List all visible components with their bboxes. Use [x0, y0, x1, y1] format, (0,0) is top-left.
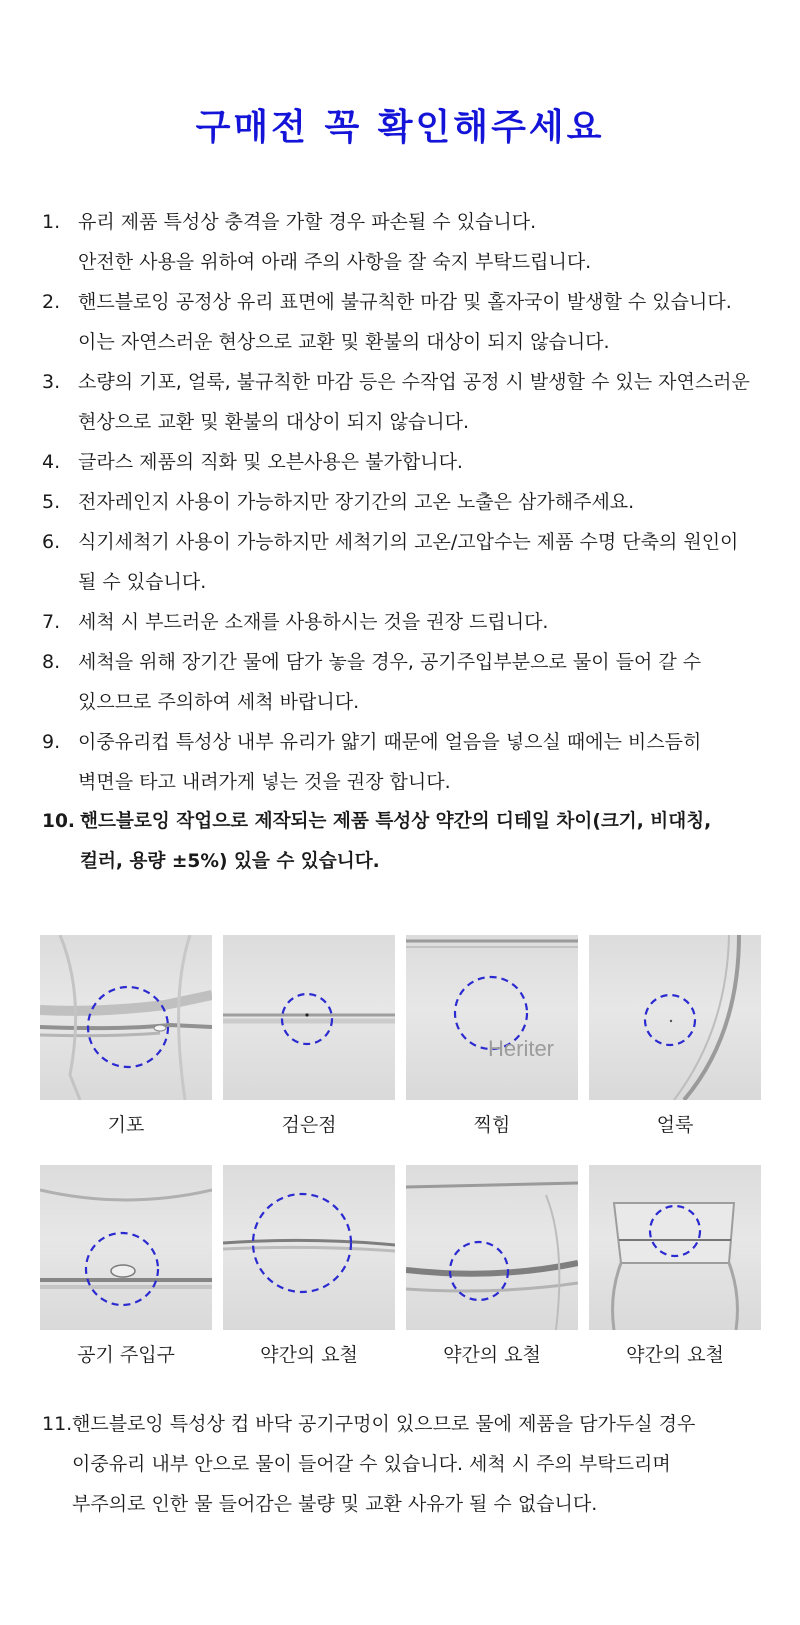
defect-label: 약간의 요철 [260, 1344, 358, 1366]
notice-text: 식기세척기 사용이 가능하지만 세척기의 고온/고압수는 제품 수명 단축의 원인이 [78, 531, 739, 553]
notice-text: 이는 자연스러운 현상으로 교환 및 환불의 대상이 되지 않습니다. [78, 331, 610, 353]
notice-text: 벽면을 타고 내려가게 넣는 것을 권장 합니다. [78, 771, 451, 793]
defect-card [223, 935, 395, 1165]
notice-text: 될 수 있습니다. [78, 571, 207, 593]
notice-item-3 [42, 362, 782, 442]
notice-item-1 [42, 202, 782, 282]
notice-text: 세척 시 부드러운 소재를 사용하시는 것을 권장 드립니다. [78, 611, 549, 633]
notice-text: 핸드블로잉 공정상 유리 표면에 불규칙한 마감 및 홀자국이 발생할 수 있습니다. [78, 291, 732, 313]
defect-label: 검은점 [281, 1114, 337, 1136]
notice-number: 7. [42, 611, 61, 633]
dent-photo [406, 935, 578, 1100]
stain-photo [589, 935, 761, 1100]
notice-text: 글라스 제품의 직화 및 오븐사용은 불가합니다. [78, 451, 463, 473]
unevenness-photo [406, 1165, 578, 1330]
notice-list [42, 202, 782, 882]
notice-text: 핸드블로잉 특성상 컵 바닥 공기구멍이 있으므로 물에 제품을 담가두실 경우 [72, 1413, 696, 1435]
defect-card [40, 935, 212, 1165]
notice-number: 10. [42, 811, 75, 832]
notice-number: 5. [42, 491, 61, 513]
notice-text: 안전한 사용을 위하여 아래 주의 사항을 잘 숙지 부탁드립니다. [78, 251, 592, 273]
notice-number: 3. [42, 371, 61, 393]
page-title: 구매전 꼭 확인해주세요 [195, 107, 605, 148]
defect-card [40, 1165, 212, 1395]
defect-card [589, 1165, 761, 1395]
defect-label: 찍힘 [473, 1114, 511, 1136]
watermark-text: Heriter [488, 1036, 555, 1061]
bubble-photo [40, 935, 212, 1100]
notice-text: 이중유리 내부 안으로 물이 들어갈 수 있습니다. 세척 시 주의 부탁드리며 [72, 1453, 671, 1475]
notice-number: 2. [42, 291, 61, 313]
notice-text: 세척을 위해 장기간 물에 담가 놓을 경우, 공기주입부분으로 물이 들어 갈 수 [78, 651, 702, 673]
notice-number: 4. [42, 451, 61, 473]
defect-label: 약간의 요철 [443, 1344, 541, 1366]
defect-label: 공기 주입구 [77, 1344, 175, 1366]
notice-item-4 [42, 442, 782, 482]
defect-card [406, 1165, 578, 1395]
notice-number: 6. [42, 531, 61, 553]
black-spot-photo [223, 935, 395, 1100]
notice-text: 유리 제품 특성상 충격을 가할 경우 파손될 수 있습니다. [78, 211, 537, 233]
notice-text: 있으므로 주의하여 세척 바랍니다. [78, 691, 360, 713]
notice-item-2 [42, 282, 782, 362]
notice-item-5 [42, 482, 782, 522]
defect-label: 약간의 요철 [626, 1344, 724, 1366]
notice-text: 전자레인지 사용이 가능하지만 장기간의 고온 노출은 삼가해주세요. [78, 491, 635, 513]
defect-label: 얼룩 [656, 1114, 694, 1136]
notice-number: 1. [42, 211, 61, 233]
notice-text: 소량의 기포, 얼룩, 불규칙한 마감 등은 수작업 공정 시 발생할 수 있는 자연스러운 [78, 371, 750, 393]
defect-gallery [40, 935, 762, 1395]
defect-card [589, 935, 761, 1165]
unevenness-photo [589, 1165, 761, 1330]
defect-label: 기포 [107, 1114, 145, 1136]
notice-item-9 [42, 722, 782, 802]
defect-card [223, 1165, 395, 1395]
notice-text: 현상으로 교환 및 환불의 대상이 되지 않습니다. [78, 411, 470, 433]
notice-number: 11. [42, 1413, 73, 1435]
air-hole-photo [40, 1165, 212, 1330]
defect-card [406, 935, 578, 1165]
notice-text: 부주의로 인한 물 들어감은 불량 및 교환 사유가 될 수 없습니다. [72, 1493, 598, 1515]
notice-item-11 [42, 1404, 782, 1524]
notice-text: 핸드블로잉 작업으로 제작되는 제품 특성상 약간의 디테일 차이(크기, 비대칭, [80, 811, 712, 832]
notice-item-10 [42, 802, 782, 882]
unevenness-photo [223, 1165, 395, 1330]
notice-item-7 [42, 602, 782, 642]
notice-item-8 [42, 642, 782, 722]
notice-text: 이중유리컵 특성상 내부 유리가 얇기 때문에 얼음을 넣으실 때에는 비스듬히 [78, 731, 702, 753]
notice-text: 컬러, 용량 ±5%) 있을 수 있습니다. [80, 851, 380, 872]
notice-item-6 [42, 522, 782, 602]
notice-number: 8. [42, 651, 61, 673]
notice-number: 9. [42, 731, 61, 753]
